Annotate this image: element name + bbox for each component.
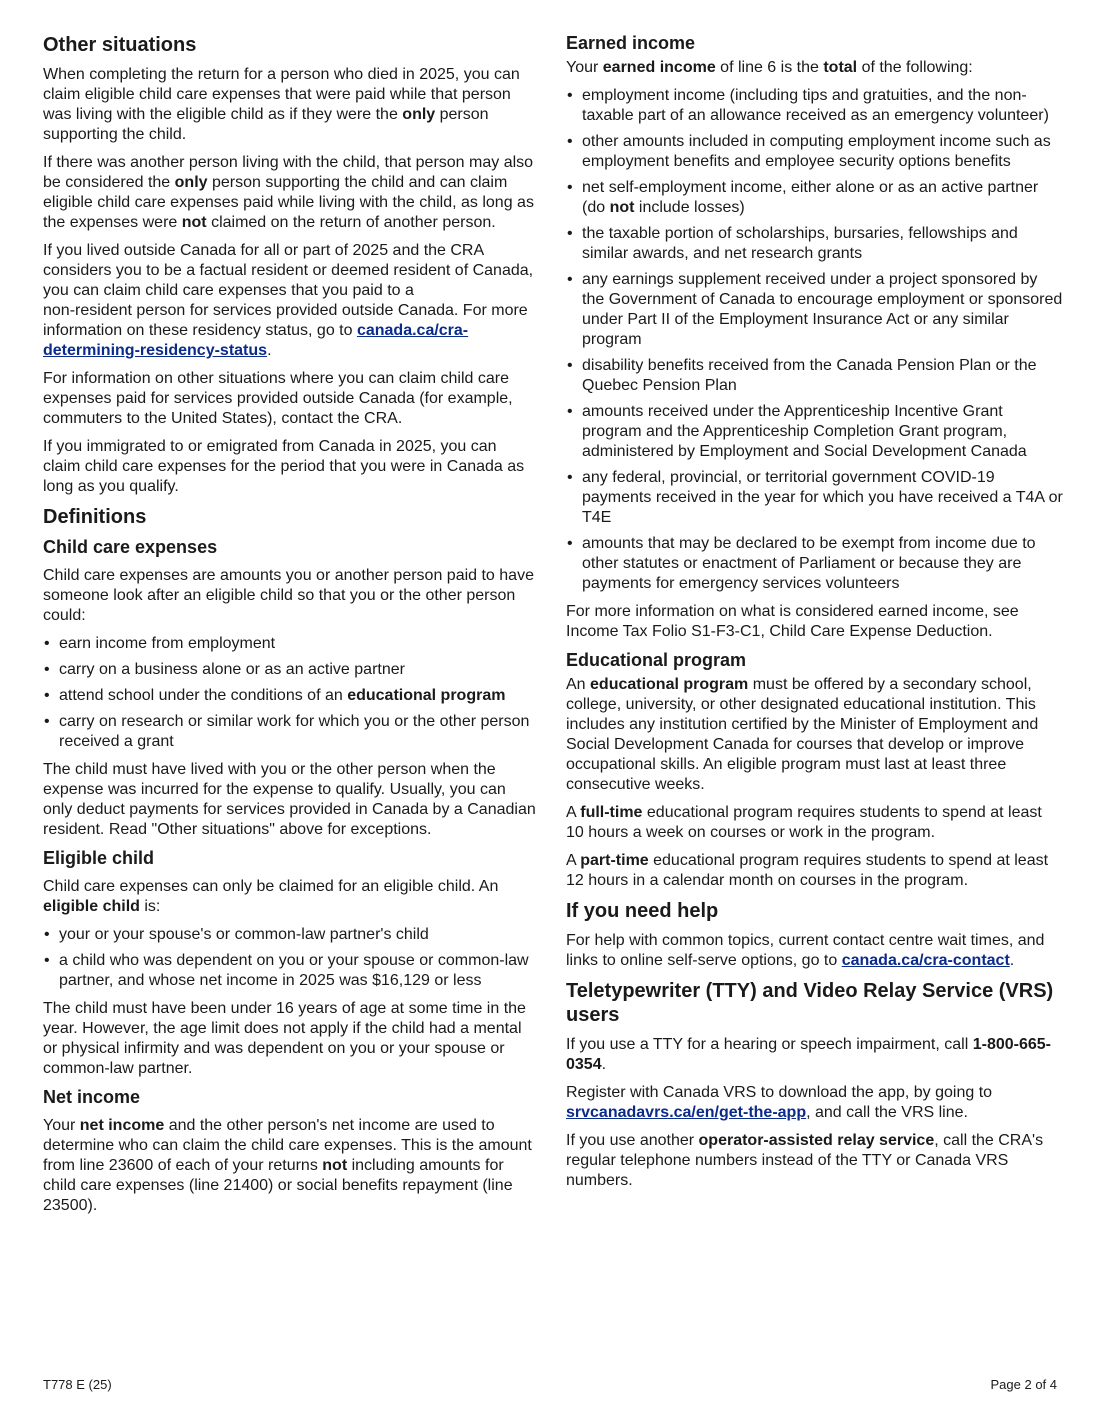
list-item: • employment income (including tips and gratuities, and the non-taxable part of an allowance received as an emergency volunteer)	[566, 86, 1063, 126]
list-item: • earn income from employment	[43, 634, 538, 654]
list-item: • amounts received under the Apprenticeship Incentive Grant program and the Apprenticeship Completion Grant program, administered by Employment and Social Development Canada	[566, 402, 1063, 462]
vrs-paragraph: Register with Canada VRS to download the app, by going to srvcanadavrs.ca/en/get-the-app, and call the VRS line.	[566, 1084, 993, 1121]
other-situations-paragraph-1: When completing the return for a person who died in 2025, you can claim eligible child care expenses that were paid while that person was living with the eligible child as if they were the only person supporting the child.	[43, 66, 520, 143]
other-situations-heading: Other situations	[43, 34, 197, 56]
educational-program-heading: Educational program	[566, 650, 747, 670]
list-item: • any federal, provincial, or territorial government COVID-19 payments received in the year for which you have received a T4A or T4E	[566, 468, 1063, 528]
earned-income-intro: Your earned income of line 6 is the total of the following:	[566, 59, 973, 76]
list-item: • the taxable portion of scholarships, bursaries, fellowships and similar awards, and net research grants	[566, 224, 1063, 264]
page-number: Page 2 of 4	[990, 1377, 1057, 1392]
list-item: • disability benefits received from the Canada Pension Plan or the Quebec Pension Plan	[566, 356, 1063, 396]
vrs-app-link[interactable]: srvcanadavrs.ca/en/get-the-app	[566, 1104, 807, 1121]
cra-contact-link[interactable]: canada.ca/cra-contact	[841, 952, 1010, 969]
eligible-child-intro: Child care expenses can only be claimed for an eligible child. An eligible child is:	[43, 878, 499, 915]
tty-vrs-heading: Teletypewriter (TTY) and Video Relay Service (VRS) users	[566, 980, 1054, 1026]
child-care-expenses-intro: Child care expenses are amounts you or another person paid to have someone look after an eligible child so that you or the other person could:	[43, 567, 534, 624]
educational-program-paragraph-3: A part-time educational program requires students to spend at least 12 hours in a calendar month on courses in the program.	[566, 852, 1049, 889]
definitions-heading: Definitions	[43, 506, 147, 528]
educational-program-paragraph-1: An educational program must be offered by a secondary school, college, university, or other designated educational institution. This includes any institution certified by the Minister of Employment and Social Development Canada for courses that develop or improve occupational skills. An eligible program must last at least three consecutive weeks.	[566, 676, 1039, 793]
list-item: • net self-employment income, either alone or as an active partner (do not include losses)	[566, 178, 1063, 218]
earned-income-list	[566, 86, 1063, 594]
other-situations-paragraph-3: If you lived outside Canada for all or part of 2025 and the CRA considers you to be a factual resident or deemed resident of Canada, you can claim child care expenses that you paid to a non-resident person for services provided outside Canada. For more information on these residency status, go to canada.ca/cra-determining-residency-status.	[43, 242, 534, 359]
other-situations-paragraph-5: If you immigrated to or emigrated from Canada in 2025, you can claim child care expenses for the period that you were in Canada as long as you qualify.	[43, 438, 525, 495]
left-column	[43, 33, 538, 1224]
list-item: • amounts that may be declared to be exempt from income due to other statutes or enactment of Parliament or because they are payments for emergency services volunteers	[566, 534, 1063, 594]
right-column	[566, 33, 1063, 1199]
residency-status-link[interactable]: canada.ca/cra-determining-residency-status	[43, 322, 469, 359]
other-situations-paragraph-4: For information on other situations where you can claim child care expenses paid for services provided outside Canada (for example, commuters to the United States), contact the CRA.	[43, 370, 513, 427]
list-item: • any earnings supplement received under a project sponsored by the Government of Canada to encourage employment or sponsored under Part II of the Employment Insurance Act or any similar program	[566, 270, 1063, 350]
child-care-expenses-heading: Child care expenses	[43, 537, 218, 557]
list-item: • carry on research or similar work for which you or the other person received a grant	[43, 712, 538, 752]
need-help-paragraph: For help with common topics, current contact centre wait times, and links to online self-serve options, go to canada.ca/cra-contact.	[566, 932, 1045, 969]
tty-paragraph: If you use a TTY for a hearing or speech impairment, call 1-800-665-0354.	[566, 1036, 1051, 1073]
child-care-purposes-list	[43, 634, 538, 752]
other-situations-paragraph-2: If there was another person living with the child, that person may also be considered the only person supporting the child and can claim eligible child care expenses paid while living with the child, as long as the expenses were not claimed on the return of another person.	[43, 154, 534, 231]
list-item: • carry on a business alone or as an active partner	[43, 660, 538, 680]
need-help-heading: If you need help	[566, 900, 719, 922]
net-income-heading: Net income	[43, 1087, 141, 1107]
eligible-child-outro: The child must have been under 16 years of age at some time in the year. However, the age limit does not apply if the child had a mental or physical infirmity and was dependent on you or your spouse or common-law partner.	[43, 1000, 526, 1077]
list-item: • a child who was dependent on you or your spouse or common-law partner, and whose net income in 2025 was $16,129 or less	[43, 951, 538, 991]
child-care-expenses-outro: The child must have lived with you or the other person when the expense was incurred for the expense to qualify. Usually, you can only deduct payments for services provided in Canada by a Canadian resident. Read "Other situations" above for exceptions.	[43, 761, 536, 838]
educational-program-paragraph-2: A full-time educational program requires students to spend at least 10 hours a week on courses or work in the program.	[566, 804, 1042, 841]
relay-service-paragraph: If you use another operator-assisted relay service, call the CRA's regular telephone numbers instead of the TTY or Canada VRS numbers.	[566, 1132, 1044, 1189]
net-income-paragraph: Your net income and the other person's net income are used to determine who can claim the child care expenses. This is the amount from line 23600 of each of your returns not including amounts for child care expenses (line 21400) or social benefits repayment (line 23500).	[43, 1117, 532, 1214]
earned-income-heading: Earned income	[566, 33, 696, 53]
eligible-child-list	[43, 925, 538, 991]
form-identifier: T778 E (25)	[43, 1377, 112, 1392]
earned-income-outro: For more information on what is considered earned income, see Income Tax Folio S1-F3-C1, Child Care Expense Deduction.	[566, 603, 1019, 640]
eligible-child-heading: Eligible child	[43, 848, 155, 868]
list-item: • attend school under the conditions of an educational program	[43, 686, 538, 706]
list-item: • your or your spouse's or common-law partner's child	[43, 925, 538, 945]
list-item: • other amounts included in computing employment income such as employment benefits and employee security options benefits	[566, 132, 1063, 172]
